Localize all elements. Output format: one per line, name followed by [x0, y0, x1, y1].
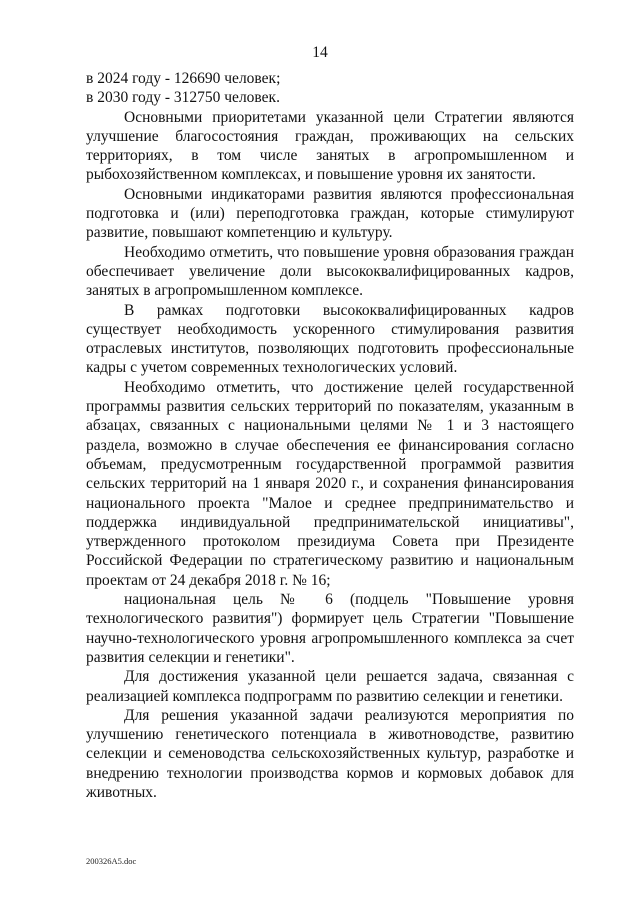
document-body: [86, 69, 574, 802]
paragraph-priorities: Основными приоритетами указанной цели Стратегии являются улучшение благосостояния граждан, проживающих на сельских территориях, в том числе занятых в агропромышленном и рыбохозяйственном комплексах, и повышение уровня их занятости.: [86, 108, 574, 184]
paragraph-task: Для достижения указанной цели решается задача, связанная с реализацией комплекса подпрограмм по развитию селекции и генетики.: [86, 668, 574, 705]
list-item-2024: в 2024 году - 126690 человек;: [86, 70, 281, 87]
paragraph-indicators: Основными индикаторами развития являются профессиональная подготовка и (или) переподготовка граждан, которые стимулируют развитие, повышают компетенцию и культуру.: [86, 185, 574, 242]
paragraph-national-goal-6: национальная цель № 6 (подцель "Повышение уровня технологического развития") формирует цель Стратегии "Повышение научно-технологического уровня агропромышленного комплекса за счет развития селекции и генетики".: [86, 591, 574, 666]
paragraph-education-level: Необходимо отметить, что повышение уровня образования граждан обеспечивает увеличение доли высококвалифицированных кадров, занятых в агропромышленном комплексе.: [86, 243, 574, 300]
list-item-2030: в 2030 году - 312750 человек.: [86, 89, 280, 107]
document-footer-filename: 200326A5.doc: [86, 856, 137, 866]
paragraph-training: В рамках подготовки высококвалифицированных кадров существует необходимость ускоренного стимулирования развития отраслевых институтов, позволяющих подготовить профессиональные кадры с учетом современных технологических условий.: [86, 301, 574, 377]
page-number: 14: [312, 44, 328, 61]
paragraph-state-program: Необходимо отметить, что достижение целей государственной программы развития сельских территорий по показателям, указанным в абзацах, связанных с национальными целями № 1 и 3 настоящего раздела, возможно в случае обеспечения ее финансирования согласно объемам, предусмотренным государственной программой развития сельских территорий на 1 января 2020 г., и сохранения финансирования национального проекта "Малое и среднее предпринимательство и поддержка индивидуальной предпринимательской инициативы", утвержденного протоколом президиума Совета при Президенте Российской Федерации по стратегическому развитию и национальным проектам от 24 декабря 2018 г. № 16;: [86, 378, 574, 589]
paragraph-measures: Для решения указанной задачи реализуются мероприятия по улучшению генетического потенциала в животноводстве, развитию селекции и семеноводства сельскохозяйственных культур, разработке и внедрению технологии производства кормов и кормовых добавок для животных.: [86, 706, 574, 801]
